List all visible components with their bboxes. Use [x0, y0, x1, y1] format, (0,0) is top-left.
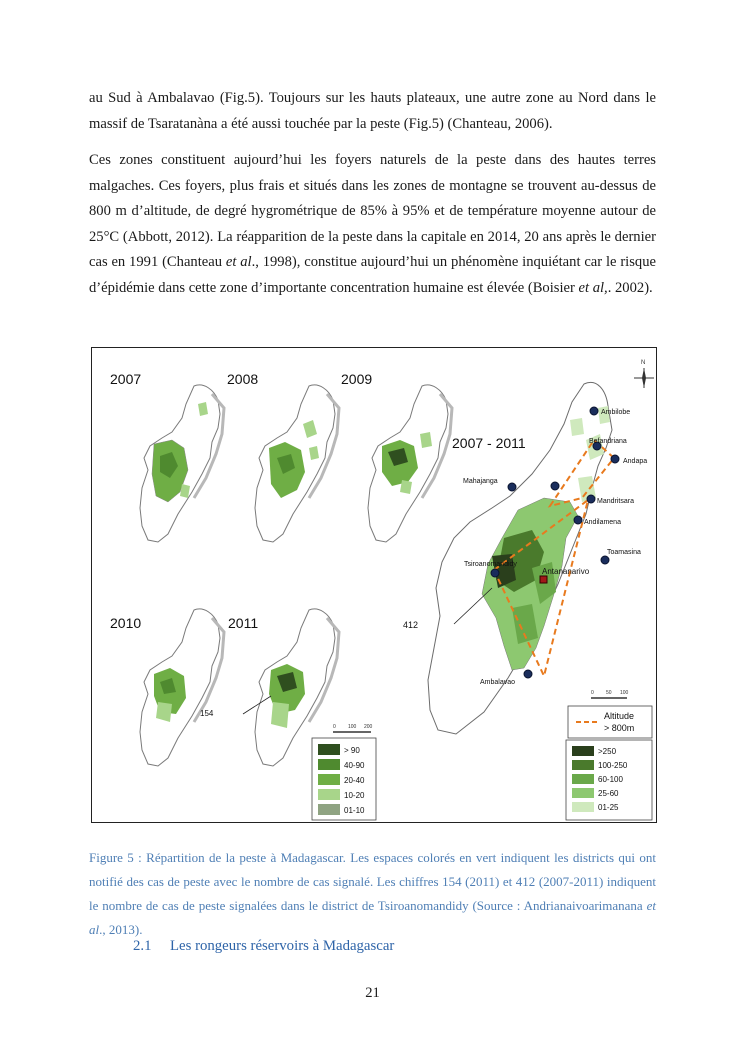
legend-small-label: 01-10: [344, 806, 365, 815]
city-unlabeled-north: [551, 482, 559, 490]
year-label-2010: 2010: [110, 615, 142, 631]
year-label-2011: 2011: [228, 615, 259, 631]
svg-text:Altitude: Altitude: [604, 711, 635, 721]
city-mahajanga: [463, 478, 516, 491]
svg-text:Andilamena: Andilamena: [584, 519, 621, 526]
compass-rose: [634, 368, 654, 388]
svg-text:Befandriana: Befandriana: [589, 438, 627, 445]
figure-caption: [89, 846, 656, 942]
paragraph-foyers-etal-2: et al,: [578, 279, 608, 296]
paragraph-intro: au Sud à Ambalavao (Fig.5). Toujours sur les hauts plateaux, une autre zone au Nord dans le massif de Tsaratanàna a été aussi touchée par la peste (Fig.5) (Chanteau, 2006).: [89, 90, 656, 132]
legend-small-swatch: [318, 789, 340, 800]
legend-small-label: 20-40: [344, 776, 365, 785]
city-befandriana: [589, 438, 627, 450]
paragraph-foyers-part-a: Ces zones constituent aujourd’hui les foyers naturels de la peste dans des hautes terres malgaches. Ces foyers, plus frais et situés dans les zones de montagne se trouvent au-dessus de 800 m d’altitude, de degré hygrométrique de 85% à 95% et de température moyenne autour de 25°C (Abbott, 2012). La réapparition de la peste dans la capitale en 2014, 20 ans après le dernier cas en 1991 (Chanteau: [89, 152, 656, 270]
small-map-2009: [368, 385, 452, 542]
city-ambilobe: [590, 407, 630, 416]
svg-text:Andapa: Andapa: [623, 458, 648, 465]
city-toamasina: [601, 549, 641, 564]
legend-large-swatch: [572, 802, 594, 812]
svg-text:Ambilobe: Ambilobe: [601, 409, 631, 416]
year-label-2007: 2007: [110, 371, 142, 387]
svg-text:100: 100: [620, 690, 629, 696]
legend-large-label: 01-25: [598, 803, 619, 812]
legend-large-item: [572, 774, 623, 784]
legend-large-item: [572, 760, 628, 770]
section-heading: [133, 938, 394, 955]
section-number: 2.1: [133, 938, 152, 954]
compass-label: N: [641, 360, 646, 366]
year-label-2009: 2009: [341, 371, 373, 387]
altitude-legend: [568, 706, 652, 738]
figure-plague-maps: [91, 347, 657, 823]
caption-part-a: Figure 5 : Répartition de la peste à Madagascar. Les espaces colorés en vert indiquent les districts qui ont notifié des cas de peste avec le nombre de cas signalé. Les chiffres 154 (2011) et 412 (2007-2011) indiquent le nombre de cas de peste signalées dans le district de Tsiroanomandidy (Source : Andrianaivoarimanana: [89, 850, 656, 913]
section-title: Les rongeurs réservoirs à Madagascar: [170, 938, 395, 954]
legend-small-label: 40-90: [344, 761, 365, 770]
svg-text:0: 0: [333, 724, 336, 730]
svg-text:Tsiroanomandidy: Tsiroanomandidy: [464, 561, 517, 568]
city-antananarivo: [540, 567, 590, 583]
legend-small-item: [318, 744, 360, 755]
scale-bar-large: [591, 690, 629, 698]
svg-text:Mahajanga: Mahajanga: [463, 478, 498, 485]
paragraph-foyers-etal-1: et al: [225, 254, 252, 270]
paragraph-foyers-part-c: . 2002).: [607, 279, 653, 296]
svg-text:50: 50: [606, 690, 612, 696]
city-andapa: [611, 455, 647, 465]
small-map-2010: [140, 609, 224, 766]
legend-large-swatch: [572, 746, 594, 756]
svg-text:Antananarivo: Antananarivo: [542, 567, 590, 576]
legend-large-swatch: [572, 774, 594, 784]
annotation-154: 154: [200, 709, 214, 718]
figure-maps-svg: [92, 348, 658, 824]
svg-text:0: 0: [591, 690, 594, 696]
scale-bar-small: [333, 724, 373, 732]
small-map-2008: [255, 385, 339, 542]
legend-small-label: 10-20: [344, 791, 365, 800]
legend-large-label: 25-60: [598, 789, 619, 798]
paragraph-foyers-part-b: ., 1998), constitue aujourd’hui un phénomène inquiétant car le risque d’épidémie dans cette zone d’importante concentration humaine est élevée (Boisier: [89, 254, 656, 296]
legend-small-label: > 90: [344, 746, 360, 755]
small-map-2007: [140, 385, 224, 542]
year-label-2008: 2008: [227, 371, 259, 387]
legend-large-swatch: [572, 760, 594, 770]
legend-small-swatch: [318, 804, 340, 815]
legend-large-label: 60-100: [598, 775, 623, 784]
svg-text:Ambalavao: Ambalavao: [480, 679, 516, 686]
svg-text:Mandritsara: Mandritsara: [597, 498, 634, 505]
svg-text:100: 100: [348, 724, 357, 730]
legend-small-swatch: [318, 744, 340, 755]
legend-large-label: 100-250: [598, 761, 628, 770]
page-number: 21: [365, 985, 380, 1001]
paragraph-foyers: [89, 148, 656, 301]
annotation-412: 412: [403, 620, 419, 630]
big-map-title: 2007 - 2011: [452, 435, 526, 451]
legend-small-swatch: [318, 774, 340, 785]
legend-large-swatch: [572, 788, 594, 798]
svg-text:200: 200: [364, 724, 373, 730]
city-mandritsara: [587, 495, 634, 505]
legend-large-label: >250: [598, 747, 617, 756]
caption-part-b: ., 2013).: [99, 922, 143, 937]
svg-text:Toamasina: Toamasina: [607, 549, 641, 556]
legend-small-swatch: [318, 759, 340, 770]
svg-text:> 800m: > 800m: [604, 723, 635, 733]
caption-etal: et al: [89, 898, 656, 937]
